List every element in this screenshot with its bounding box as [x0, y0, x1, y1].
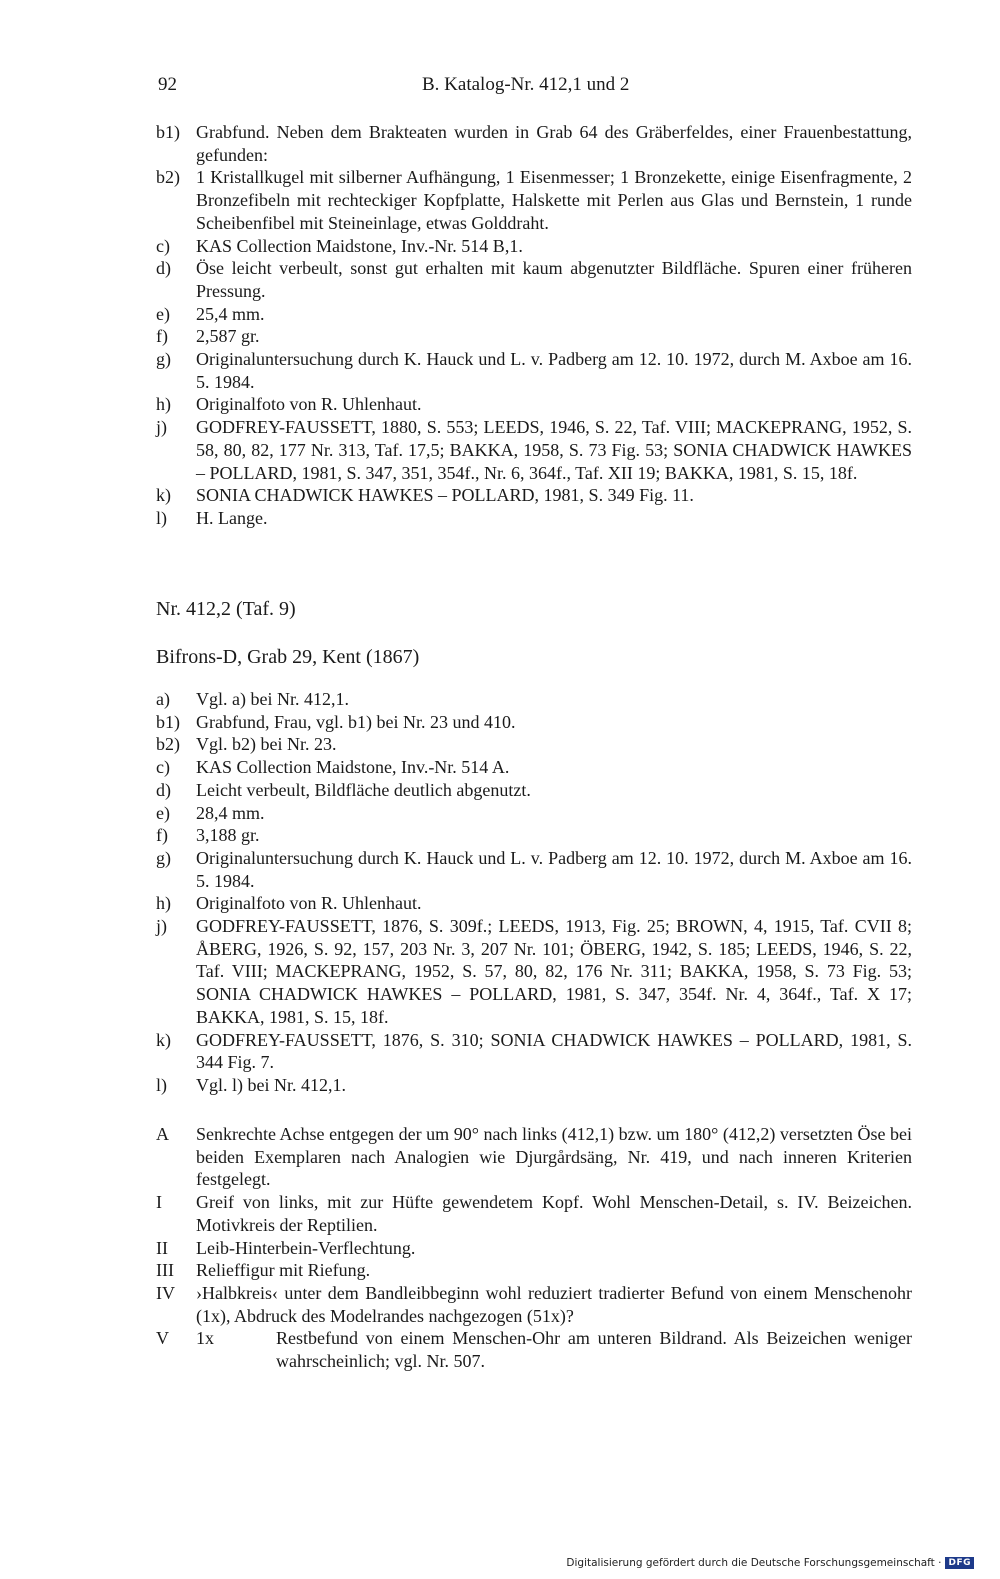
field-c: c) KAS Collection Maidstone, Inv.-Nr. 514 A.: [156, 757, 510, 778]
commentary-IV: IV ›Halbkreis‹ unter dem Bandleibbeginn wohl reduziert tradierter Befund von einem Menschenohr (1x), Abdruck des Modelrandes nachgezogen (51x)?: [156, 1282, 912, 1326]
entry-number-heading: Nr. 412,2 (Taf. 9): [156, 598, 296, 620]
dfg-logo: DFG: [945, 1557, 974, 1569]
field-e: e) 28,4 mm.: [156, 802, 265, 823]
page-header: [156, 74, 916, 104]
field-h: h) Originalfoto von R. Uhlenhaut.: [156, 394, 422, 415]
commentary-V: V 1x Restbefund von einem Menschen-Ohr am unteren Bildrand. Als Beizeichen weniger wahrscheinlich; vgl. Nr. 507.: [156, 1328, 912, 1372]
page-number: 92: [158, 74, 177, 95]
running-title: B. Katalog-Nr. 412,1 und 2: [422, 74, 630, 95]
field-g: g) Originaluntersuchung durch K. Hauck und L. v. Padberg am 12. 10. 1972, durch M. Axboe am 16. 5. 1984.: [156, 349, 912, 392]
field-j-literature: j) GODFREY-FAUSSETT, 1880, S. 553; LEEDS, 1946, S. 22, Taf. VIII; MACKEPRANG, 1952, S. 58, 80, 82, 177 Nr. 313, Taf. 17,5; BAKKA, 1958, S. 73 Fig. 53; SONIA CHADWICK HAWKES – POLLARD, 1981, S. 347, 351, 354f., Nr. 6, 364f., Taf. XII 19; BAKKA, 1981, S. 15, 18f.: [156, 417, 912, 483]
field-j-literature: j) GODFREY-FAUSSETT, 1876, S. 309f.; LEEDS, 1913, Fig. 25; BROWN, 4, 1915, Taf. CVII 8; ÅBERG, 1926, S. 92, 157, 203 Nr. 3, 207 Nr. 101; ÖBERG, 1942, S. 185; LEEDS, 1946, S. 22, Taf. VIII; MACKEPRANG, 1952, S. 57, 80, 82, 176 Nr. 311; BAKKA, 1958, S. 73 Fig. 53; SONIA CHADWICK HAWKES – POLLARD, 1981, S. 347, 354f. Nr. 4, 364f., Taf. X 17; BAKKA, 1981, S. 15, 18f.: [156, 916, 912, 1027]
field-g: g) Originaluntersuchung durch K. Hauck und L. v. Padberg am 12. 10. 1972, durch M. Axboe am 16. 5. 1984.: [156, 847, 912, 891]
field-f: f) 3,188 gr.: [156, 825, 260, 846]
commentary-section: [156, 1123, 912, 1373]
digitization-footer: [566, 1557, 974, 1569]
field-k: k) GODFREY-FAUSSETT, 1876, S. 310; SONIA CHADWICK HAWKES – POLLARD, 1981, S. 344 Fig. 7.: [156, 1029, 912, 1073]
field-f: f) 2,587 gr.: [156, 326, 260, 347]
field-b2: b2) Vgl. b2) bei Nr. 23.: [156, 734, 337, 755]
field-d: d) Öse leicht verbeult, sonst gut erhalten mit kaum abgenutzter Bildfläche. Spuren einer früheren Pressung.: [156, 258, 912, 301]
field-k: k) SONIA CHADWICK HAWKES – POLLARD, 1981, S. 349 Fig. 11.: [156, 485, 694, 506]
field-b1: b1) Grabfund. Neben dem Brakteaten wurden in Grab 64 des Gräberfeldes, einer Frauenbestattung, gefunden:: [156, 122, 912, 165]
commentary-II: II Leib-Hinterbein-Verflechtung.: [156, 1237, 416, 1258]
entry-412-1-fields: [156, 121, 912, 530]
commentary-I: I Greif von links, mit zur Hüfte gewendetem Kopf. Wohl Menschen-Detail, s. IV. Beizeichen. Motivkreis der Reptilien.: [156, 1192, 912, 1235]
field-d: d) Leicht verbeult, Bildfläche deutlich abgenutzt.: [156, 779, 531, 800]
commentary-A: A Senkrechte Achse entgegen der um 90° nach links (412,1) bzw. um 180° (412,2) versetzten Öse bei beiden Exemplaren nach Analogien wie Djurgårdsäng, Nr. 419, und nach inneren Kriterien festgelegt.: [156, 1124, 912, 1190]
entry-412-2-fields: [156, 688, 912, 1097]
field-b2: b2) 1 Kristallkugel mit silberner Aufhängung, 1 Eisenmesser; 1 Bronzekette, einige Eisenfragmente, 2 Bronzefibeln mit rechteckiger Kopfplatte, Halskette mit Perlen aus Glas und Bernstein, 1 runde Scheibenfibel mit Steineinlage, etwas Golddraht.: [156, 167, 912, 233]
commentary-III: III Relieffigur mit Riefung.: [156, 1260, 371, 1281]
entry-site-heading: Bifrons-D, Grab 29, Kent (1867): [156, 646, 420, 668]
field-l: l) Vgl. l) bei Nr. 412,1.: [156, 1074, 346, 1095]
field-e: e) 25,4 mm.: [156, 303, 265, 324]
field-c: c) KAS Collection Maidstone, Inv.-Nr. 514 B,1.: [156, 235, 523, 256]
field-h: h) Originalfoto von R. Uhlenhaut.: [156, 893, 422, 914]
footer-text: Digitalisierung gefördert durch die Deutsche Forschungsgemeinschaft ·: [566, 1557, 942, 1569]
field-l: l) H. Lange.: [156, 507, 268, 528]
field-a: a) Vgl. a) bei Nr. 412,1.: [156, 689, 349, 709]
field-b1: b1) Grabfund, Frau, vgl. b1) bei Nr. 23 und 410.: [156, 711, 516, 732]
